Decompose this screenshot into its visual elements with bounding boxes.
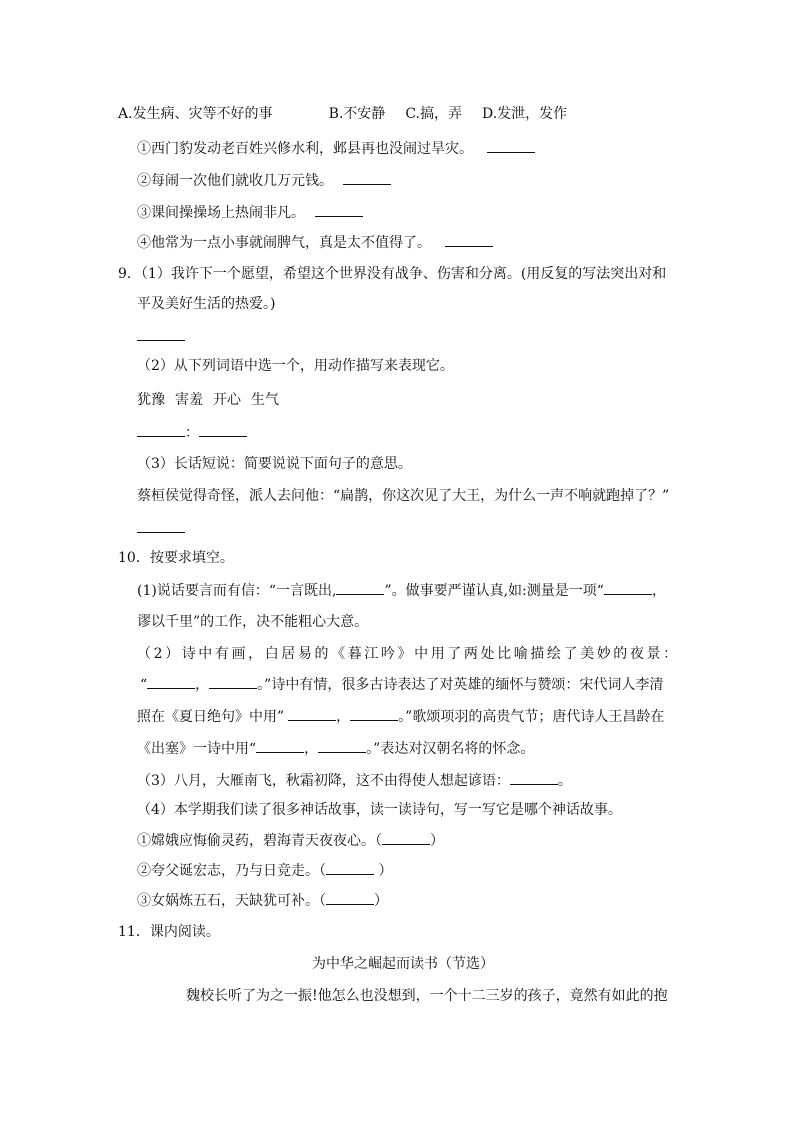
q8-item: ②每闹一次他们就收几万元钱。 xyxy=(137,170,391,191)
q11-heading: 11．课内阅读。 xyxy=(118,924,220,940)
q10-part1-line2: 谬以千里”的工作，决不能粗心大意。 xyxy=(137,614,369,630)
answer-blank[interactable] xyxy=(343,170,391,185)
answer-blank[interactable] xyxy=(137,326,185,341)
q9-part3-prompt: （3）长话短说：简要说说下面句子的意思。 xyxy=(137,456,412,472)
q10-part2-line3: 照在《夏日绝句》中用” ， 。”歌颂项羽的高贵气节；唐代诗人王昌龄在 xyxy=(137,706,664,727)
q9-part1-line1: 9．（1）我许下一个愿望，希望这个世界没有战争、伤害和分离。(用反复的写法突出对和 xyxy=(118,266,667,282)
answer-blank[interactable] xyxy=(487,138,535,153)
answer-blank[interactable] xyxy=(209,674,257,689)
q10-myth-item: ③女娲炼五石，天缺犹可补。（ ） xyxy=(137,890,388,911)
q9-part1-answer xyxy=(137,326,185,347)
q9-word-list xyxy=(137,390,279,410)
q8-options xyxy=(118,104,567,124)
answer-blank[interactable] xyxy=(147,674,195,689)
q10-part2-line4: 《出塞》一诗中用“ ， 。”表达对汉朝名将的怀念。 xyxy=(137,738,534,759)
answer-blank[interactable] xyxy=(336,580,384,595)
answer-blank[interactable] xyxy=(199,422,247,437)
answer-blank[interactable] xyxy=(604,580,652,595)
q10-part4-prompt: （4）本学期我们读了很多神话故事，读一读诗句，写一写它是哪个神话故事。 xyxy=(137,802,622,818)
q9-part1-line2: 平及美好生活的热爱。) xyxy=(137,296,276,312)
q8-option-b: B.不安静 xyxy=(328,106,386,122)
question-number: 11． xyxy=(118,924,150,940)
q8-option-c: C.搞，弄 xyxy=(405,106,462,122)
passage-title: 为中华之崛起而读书（节选） xyxy=(312,956,494,972)
answer-blank[interactable] xyxy=(256,738,304,753)
answer-blank[interactable] xyxy=(318,738,366,753)
answer-blank[interactable] xyxy=(137,518,185,533)
q10-part2-line1: （2）诗中有画，白居易的《暮江吟》中用了两处比喻描绘了美妙的夜景： xyxy=(137,646,680,662)
answer-blank[interactable] xyxy=(288,706,336,721)
q8-option-a: A.发生病、灾等不好的事 xyxy=(118,106,273,122)
answer-blank[interactable] xyxy=(326,890,374,905)
q9-part2-answer: ： xyxy=(137,422,247,443)
q10-myth-item: ①嫦娥应悔偷灵药，碧海青天夜夜心。（ ） xyxy=(137,830,444,851)
answer-blank[interactable] xyxy=(315,202,363,217)
q8-option-d: D.发泄，发作 xyxy=(481,106,568,122)
q8-item: ③课间操操场上热闹非凡。 xyxy=(137,202,363,223)
q10-heading: 10．按要求填空。 xyxy=(118,550,234,566)
q8-item: ④他常为一点小事就闹脾气，真是太不值得了。 xyxy=(137,232,493,253)
answer-blank[interactable] xyxy=(326,860,374,875)
answer-blank[interactable] xyxy=(445,232,493,247)
question-number: 9． xyxy=(118,266,141,282)
word-option: 犹豫 xyxy=(137,392,165,408)
word-option: 生气 xyxy=(251,392,279,408)
answer-blank[interactable] xyxy=(510,770,558,785)
q10-part2-line2: “ ， 。”诗中有情，很多古诗表达了对英雄的缅怀与赞颂：宋代词人李清 xyxy=(140,674,663,695)
answer-blank[interactable] xyxy=(382,830,430,845)
passage-text: 魏校长听了为之一振!他怎么也没想到，一个十二三岁的孩子，竟然有如此的抱 xyxy=(186,988,668,1004)
q10-myth-item: ②夸父诞宏志，乃与日竞走。（ ） xyxy=(137,860,392,881)
word-option: 开心 xyxy=(213,392,241,408)
word-option: 害羞 xyxy=(175,392,203,408)
q10-part1-line1: (1)说话要言而有信：“一言既出, ”。做事要严谨认真,如:测量是一项“ ， xyxy=(137,580,666,601)
question-number: 10． xyxy=(118,550,150,566)
q9-part3-sentence: 蔡桓侯觉得奇怪，派人去问他：“扁鹊，你这次见了大王，为什么一声不响就跑掉了？” xyxy=(137,488,670,504)
q9-part3-answer xyxy=(137,518,185,539)
answer-blank[interactable] xyxy=(137,422,185,437)
q10-part3: （3）八月，大雁南飞，秋霜初降，这不由得使人想起谚语： 。 xyxy=(137,770,572,791)
q8-item: ①西门豹发动老百姓兴修水利，邺县再也没闹过旱灾。 xyxy=(137,138,535,159)
q9-part2-prompt: （2）从下列词语中选一个，用动作描写来表现它。 xyxy=(137,358,454,374)
answer-blank[interactable] xyxy=(350,706,398,721)
